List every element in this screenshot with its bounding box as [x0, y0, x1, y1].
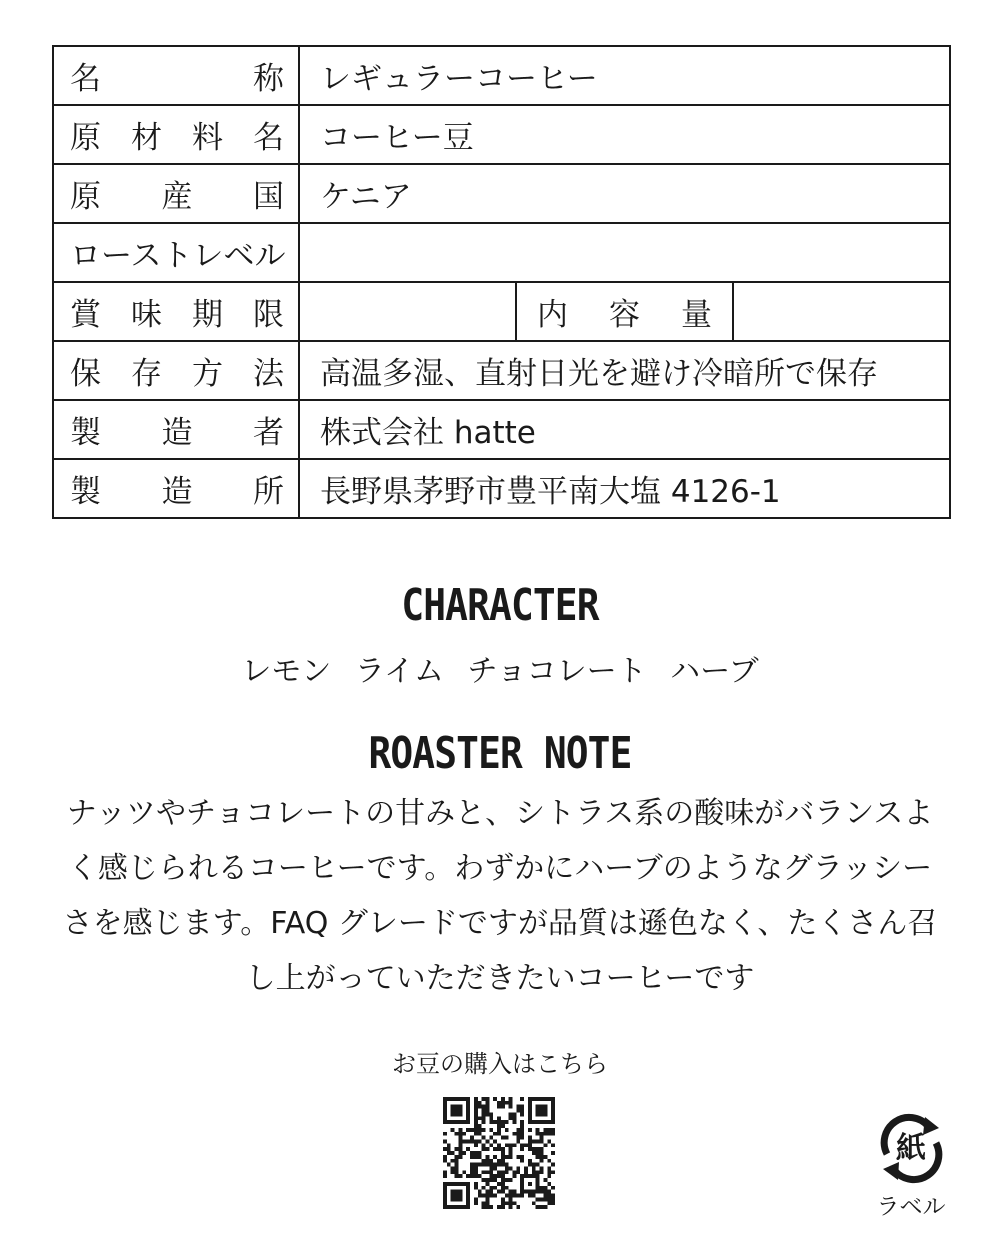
- row-key: 製造所: [53, 459, 299, 518]
- paper-recycle-icon: [873, 1110, 949, 1186]
- row-key: ローストレベル: [53, 223, 299, 282]
- row-value: [299, 282, 516, 341]
- label-row-origin: [53, 164, 950, 223]
- character-title: CHARACTER: [401, 580, 599, 631]
- roaster-note-text: [50, 786, 950, 1006]
- roaster-note-line: し上がっていただきたいコーヒーです: [245, 961, 755, 996]
- roaster-note-title: ROASTER NOTE: [368, 728, 632, 779]
- label-row-best-before: [53, 282, 950, 341]
- label-row-ingredients: [53, 105, 950, 164]
- label-row-manufacturer: [53, 400, 950, 459]
- recycle-label: ラベル: [876, 1194, 946, 1220]
- row-value: レギュラーコーヒー: [299, 46, 950, 105]
- row-value: [299, 223, 950, 282]
- row-key: 原産国: [53, 164, 299, 223]
- row-value: 高温多湿、直射日光を避け冷暗所で保存: [299, 341, 950, 400]
- row-sub-value: [733, 282, 950, 341]
- recycle-symbol: 紙: [896, 1131, 926, 1166]
- product-label-table: [52, 45, 951, 519]
- row-value: ケニア: [299, 164, 950, 223]
- row-key: 保存方法: [53, 341, 299, 400]
- row-key: 賞味期限: [53, 282, 299, 341]
- row-key: 名称: [53, 46, 299, 105]
- row-sub-key: 内容量: [516, 282, 733, 341]
- roaster-note-line: く感じられるコーヒーです。わずかにハーブのようなグラッシー: [67, 851, 933, 886]
- label-row-storage: [53, 341, 950, 400]
- character-notes: レモン ライム チョコレート ハーブ: [241, 654, 759, 689]
- recycle-mark: [870, 1110, 952, 1220]
- row-value: コーヒー豆: [299, 105, 950, 164]
- roaster-note-line: ナッツやチョコレートの甘みと、シトラス系の酸味がバランスよ: [66, 796, 934, 831]
- row-value: 株式会社 hatte: [299, 400, 950, 459]
- row-value: 長野県茅野市豊平南大塩 4126-1: [299, 459, 950, 518]
- row-key: 原材料名: [53, 105, 299, 164]
- qr-code-graphic: [443, 1097, 555, 1209]
- row-key: 製造者: [53, 400, 299, 459]
- roaster-note-line: さを感じます。FAQ グレードですが品質は遜色なく、たくさん召: [62, 906, 938, 941]
- qr-code-icon[interactable]: [443, 1097, 555, 1209]
- purchase-label: お豆の購入はこちら: [392, 1050, 608, 1078]
- label-row-roast-level: [53, 223, 950, 282]
- label-row-factory: [53, 459, 950, 518]
- label-row-name: [53, 46, 950, 105]
